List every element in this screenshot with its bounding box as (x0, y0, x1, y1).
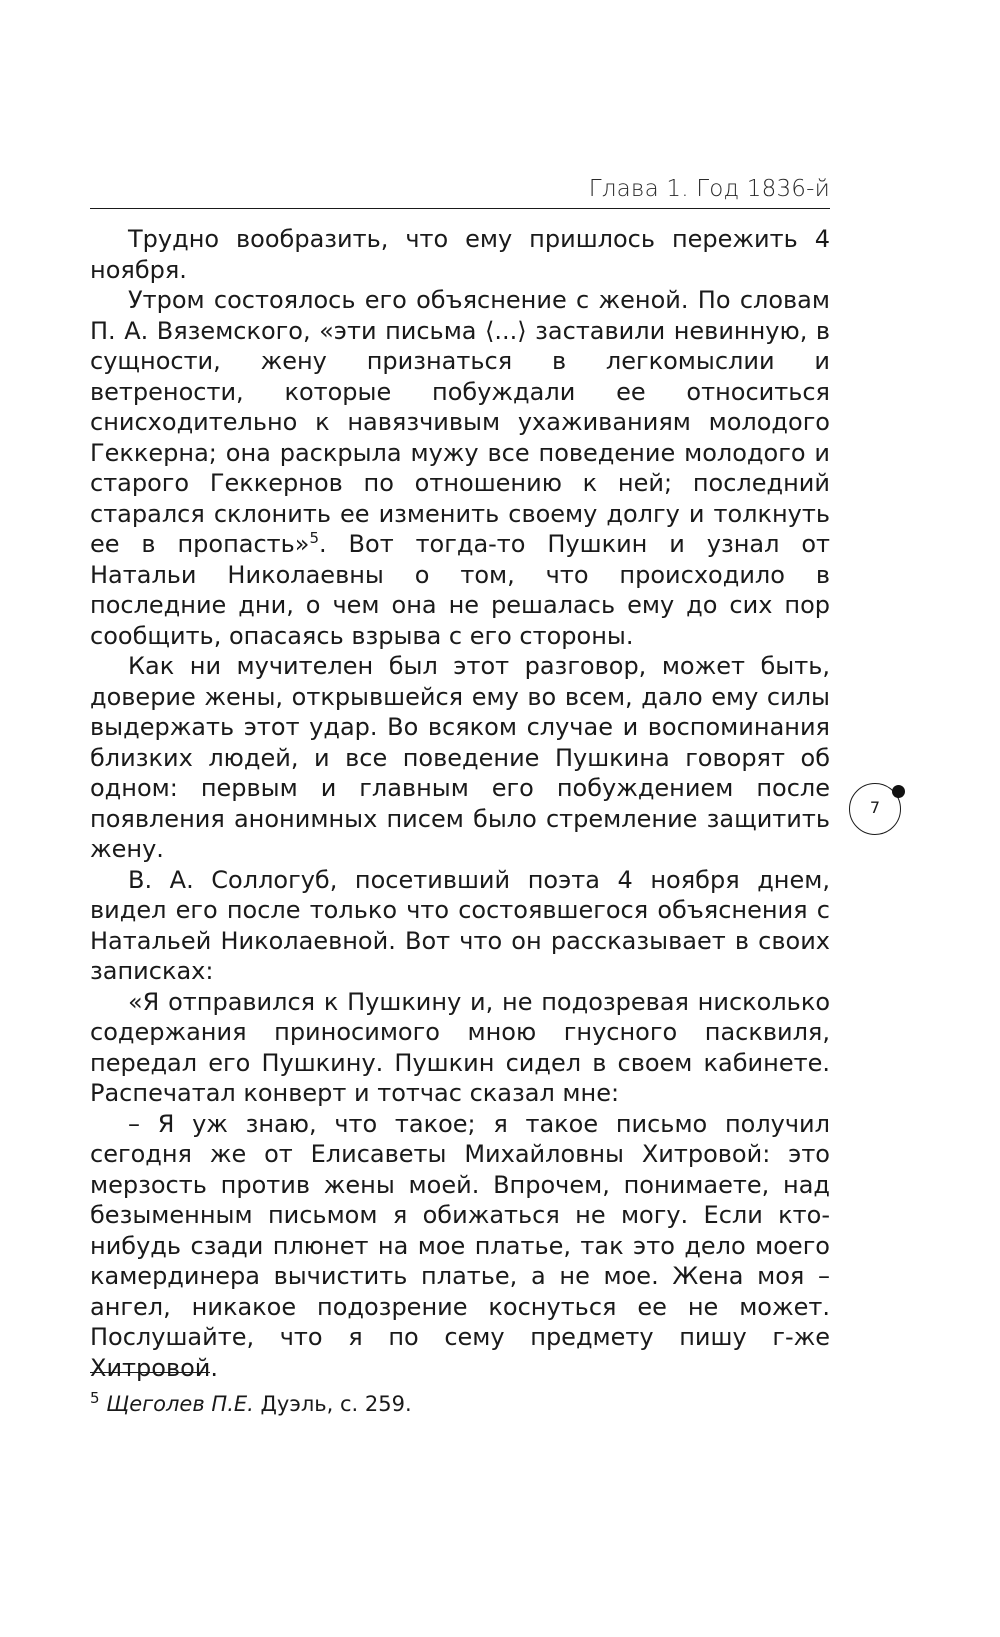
paragraph-text: . Вот тогда-то Пушкин и узнал от Натальи Николаевны о том, что происходило в последние дни, о чем она не решалась ему до сих пор сообщить, опасаясь взрыва с его стороны. (90, 530, 831, 650)
footnote-divider (90, 1372, 210, 1373)
footnote-text: Дуэль, с. 259. (253, 1392, 412, 1416)
page-number: 7 (869, 798, 881, 817)
page-number-badge (849, 783, 901, 835)
paragraph: Как ни мучителен был этот разговор, может быть, доверие жены, открывшейся ему во всем, дало ему силы выдержать этот удар. Во всяком случае и воспоминания близких людей, и все поведение Пушкина говорят об одном: первым и главным его побуждением после появления анонимных писем было стремление защитить жену. (90, 652, 830, 863)
footnote-reference[interactable]: 5 (309, 529, 320, 547)
paragraph: «Я отправился к Пушкину и, не подозревая нисколько содержания приносимого мною гнусного пасквиля, передал его Пушкину. Пушкин сидел в своем кабинете. Распечатал конверт и тотчас сказал мне: (90, 987, 830, 1107)
running-head (90, 170, 830, 209)
paragraph: Трудно вообразить, что ему пришлось пережить 4 ноября. (90, 225, 830, 284)
dot-icon (892, 785, 905, 798)
chapter-title: Глава 1. Год 1836-й (588, 176, 830, 202)
footnote-author: Щеголев П.Е. (106, 1392, 254, 1416)
footnote (90, 1391, 412, 1417)
body-text (90, 224, 830, 1383)
footnote-number: 5 (90, 1389, 100, 1407)
paragraph: – Я уж знаю, что такое; я такое письмо получил сегодня же от Елисаветы Михайловны Хитровой: это мерзость против жены моей. Впрочем, понимаете, над безыменным письмом я обижаться не могу. Если кто-нибудь сзади плюнет на мое платье, так это дело моего камердинера вычистить платье, а не мое. Жена моя – ангел, никакое подозрение коснуться ее не может. Послушайте, что я по сему предмету пишу г-же Хитровой. (90, 1109, 830, 1382)
paragraph-text: Утром состоялось его объяснение с женой. По словам П. А. Вяземского, «эти письма ⟨...⟩ заставили невинную, в сущности, жену признаться в легкомыслии и ветрености, которые побуждали ее относиться снисходительно к навязчивым ухаживаниям молодого Геккерна; она раскрыла мужу все поведение молодого и старого Геккернов по отношению к ней; последний старался склонить ее изменить своему долгу и толкнуть ее в пропасть» (90, 286, 830, 558)
paragraph: В. А. Соллогуб, посетивший поэта 4 ноября днем, видел его после только что состоявшегося объяснения с Натальей Николаевной. Вот что он рассказывает в своих записках: (90, 865, 830, 985)
paragraph (90, 285, 830, 651)
